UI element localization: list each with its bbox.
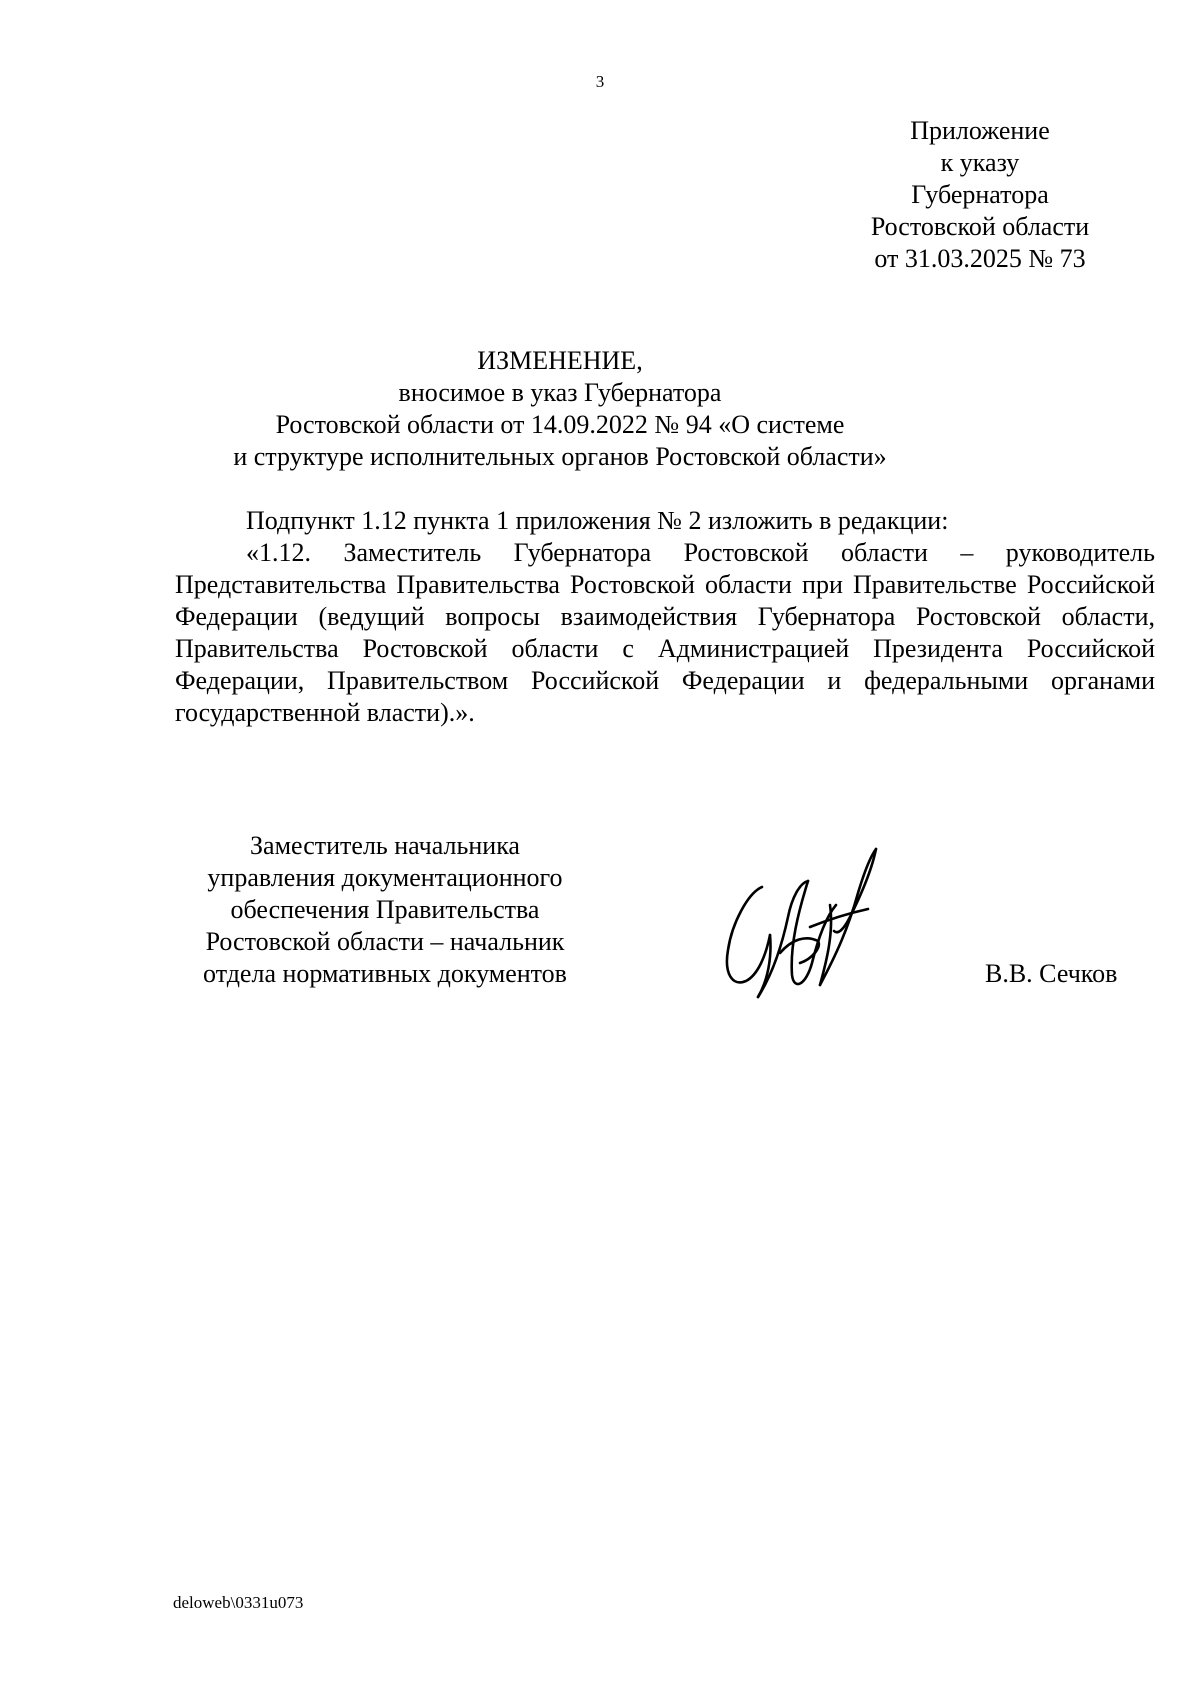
signatory-position (160, 830, 610, 990)
appendix-line: Приложение (910, 116, 1050, 145)
position-line: управления документационного (207, 863, 563, 892)
body-paragraph: «1.12. Заместитель Губернатора Ростовской области – руководитель Представительства Правительства Ростовской области при Правительстве Российской Федерации (ведущий вопросы взаимодействия Губернатора Ростовской области, Правительства Ростовской области с Администрацией Президента Российской Федерации, Правительством Российской Федерации и федеральными органами государственной власти).». (175, 538, 1155, 727)
position-line: отдела нормативных документов (203, 959, 567, 988)
body-paragraph: Подпункт 1.12 пункта 1 приложения № 2 изложить в редакции: (246, 506, 949, 535)
title-line: Ростовской области от 14.09.2022 № 94 «О системе (275, 410, 845, 439)
appendix-block (820, 115, 1140, 275)
title-heading: ИЗМЕНЕНИЕ, (477, 346, 643, 375)
position-line: Заместитель начальника (250, 831, 520, 860)
signer-name: В.В. Сечков (985, 959, 1118, 988)
page-number: 3 (595, 72, 605, 91)
body-text (175, 505, 1155, 729)
handwritten-signature (710, 835, 890, 1005)
footer-code: deloweb\0331u073 (173, 1593, 304, 1612)
document-title (200, 345, 920, 473)
appendix-line: к указу (940, 148, 1020, 177)
title-line: и структуре исполнительных органов Ростовской области» (233, 442, 887, 471)
appendix-line: от 31.03.2025 № 73 (874, 244, 1086, 273)
appendix-line: Ростовской области (870, 212, 1090, 241)
title-line: вносимое в указ Губернатора (398, 378, 722, 407)
position-line: Ростовской области – начальник (205, 927, 565, 956)
appendix-line: Губернатора (911, 180, 1049, 209)
position-line: обеспечения Правительства (230, 895, 540, 924)
